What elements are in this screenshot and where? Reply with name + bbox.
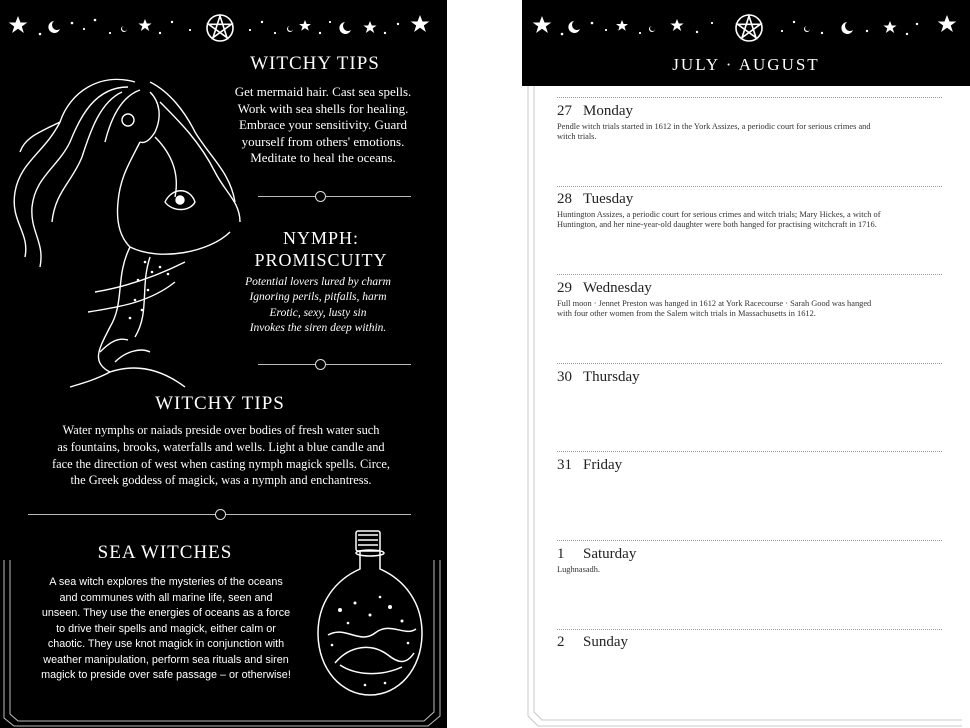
- text-line: A sea witch explores the mysteries of the oceans: [49, 576, 283, 588]
- day-number: 2: [557, 634, 565, 650]
- text-line: Embrace your sensitivity. Guard: [238, 117, 408, 132]
- star-icon: [938, 15, 957, 32]
- star-icon: [299, 20, 311, 31]
- nymph-title-line1: NYMPH:: [282, 228, 359, 248]
- crescent-moon-icon: [568, 21, 580, 33]
- divider-ornament: [215, 509, 226, 520]
- star-icon: [616, 20, 628, 31]
- witchy-tips-2-body: [10, 422, 432, 489]
- crescent-moon-icon: [339, 22, 351, 34]
- sea-witches-title: SEA WITCHES: [97, 542, 233, 563]
- nymph-poem: [228, 275, 408, 336]
- right-page: [522, 0, 970, 728]
- month-title: JULY · AUGUST: [672, 55, 820, 74]
- star-icon: [363, 21, 376, 33]
- text-line: chaotic. They use knot magick in conjunction with: [47, 638, 285, 650]
- star-icon: [411, 15, 430, 32]
- text-line: and communes with all marine life, seen and: [59, 591, 273, 604]
- text-line: Get mermaid hair. Cast sea spells.: [234, 84, 412, 99]
- witchy-tips-1-body: [218, 84, 428, 167]
- pentacle-icon: [207, 15, 233, 41]
- text-line: unseen. They use the energies of oceans as a force: [41, 607, 291, 619]
- star-icon: [883, 21, 896, 33]
- day-number: 28: [557, 191, 572, 207]
- day-name: Tuesday: [583, 191, 634, 207]
- day-name: Monday: [583, 103, 633, 119]
- month-header-band: [522, 0, 970, 86]
- text-line: to drive their spells and magick, either calm or: [56, 622, 276, 635]
- divider-ornament: [315, 359, 326, 370]
- day-name: Wednesday: [583, 280, 652, 296]
- divider-ornament: [315, 191, 326, 202]
- nymph-title: [236, 227, 406, 271]
- star-icon: [670, 19, 683, 31]
- note-line: Pendle witch trials started in 1612 in the York Assizes, a periodic court for serious crimes and: [557, 122, 871, 131]
- poem-line: Erotic, sexy, lusty sin: [269, 306, 367, 319]
- page-frame-left: [0, 560, 447, 728]
- star-icon: [9, 16, 28, 33]
- day-name: Thursday: [583, 369, 640, 385]
- note-line: Full moon · Jennet Preston was hanged in 1612 at York Racecourse · Sarah Good was hanged: [557, 299, 872, 308]
- poem-line: Potential lovers lured by charm: [245, 276, 391, 288]
- note-line: Lughnasadh.: [557, 565, 601, 574]
- text-line: Water nymphs or naiads preside over bodies of fresh water such: [62, 423, 380, 437]
- note-line: with four other women from the Salem witch trials in Massachusetts in 1612.: [557, 309, 816, 318]
- day-number: 29: [557, 280, 572, 296]
- day-name: Sunday: [583, 634, 628, 650]
- witchy-tips-1-title: WITCHY TIPS: [250, 53, 380, 74]
- text-line: face the direction of west when casting nymph magick spells. Circe,: [52, 456, 390, 471]
- section-divider: [258, 196, 411, 197]
- section-divider: [258, 364, 411, 365]
- text-line: weather manipulation, perform sea rituals and siren: [43, 653, 289, 666]
- left-page: [0, 0, 447, 728]
- day-name: Saturday: [583, 546, 637, 562]
- star-icon: [138, 19, 151, 31]
- text-line: magick to preside over safe passage – or otherwise!: [41, 669, 291, 681]
- poem-line: Invokes the siren deep within.: [249, 321, 387, 334]
- witchy-tips-2-title: WITCHY TIPS: [155, 393, 285, 414]
- star-border-right: [522, 6, 970, 46]
- nymph-title-line2: PROMISCUITY: [254, 250, 388, 270]
- day-number: 31: [557, 457, 572, 473]
- star-border-left: [0, 6, 447, 46]
- day-number: 27: [557, 103, 572, 119]
- poem-line: Ignoring perils, pitfalls, harm: [249, 291, 387, 304]
- day-number: 1: [557, 546, 565, 562]
- text-line: the Greek goddess of magick, was a nymph and enchantress.: [70, 473, 372, 488]
- star-icon: [533, 16, 552, 33]
- mermaid-illustration: [0, 62, 252, 392]
- note-line: Huntington, and her nine-year-old daughter were both hanged for practising witchcraft in 1716.: [557, 220, 877, 229]
- day-number: 30: [557, 369, 572, 385]
- text-line: Meditate to heal the oceans.: [250, 150, 396, 165]
- crescent-moon-icon: [48, 21, 60, 33]
- day-name: Friday: [583, 457, 623, 473]
- crescent-moon-icon: [841, 22, 853, 34]
- pentacle-icon: [736, 15, 762, 41]
- text-line: as fountains, brooks, waterfalls and wells. Light a blue candle and: [57, 439, 385, 454]
- text-line: yourself from others' emotions.: [241, 133, 405, 149]
- page-frame-right: [522, 86, 970, 728]
- note-line: witch trials.: [557, 132, 597, 141]
- text-line: Work with sea shells for healing.: [237, 100, 409, 116]
- note-line: Huntington Assizes, a periodic court for serious crimes and witch trials; Mary Hickes, a witch of: [557, 210, 881, 219]
